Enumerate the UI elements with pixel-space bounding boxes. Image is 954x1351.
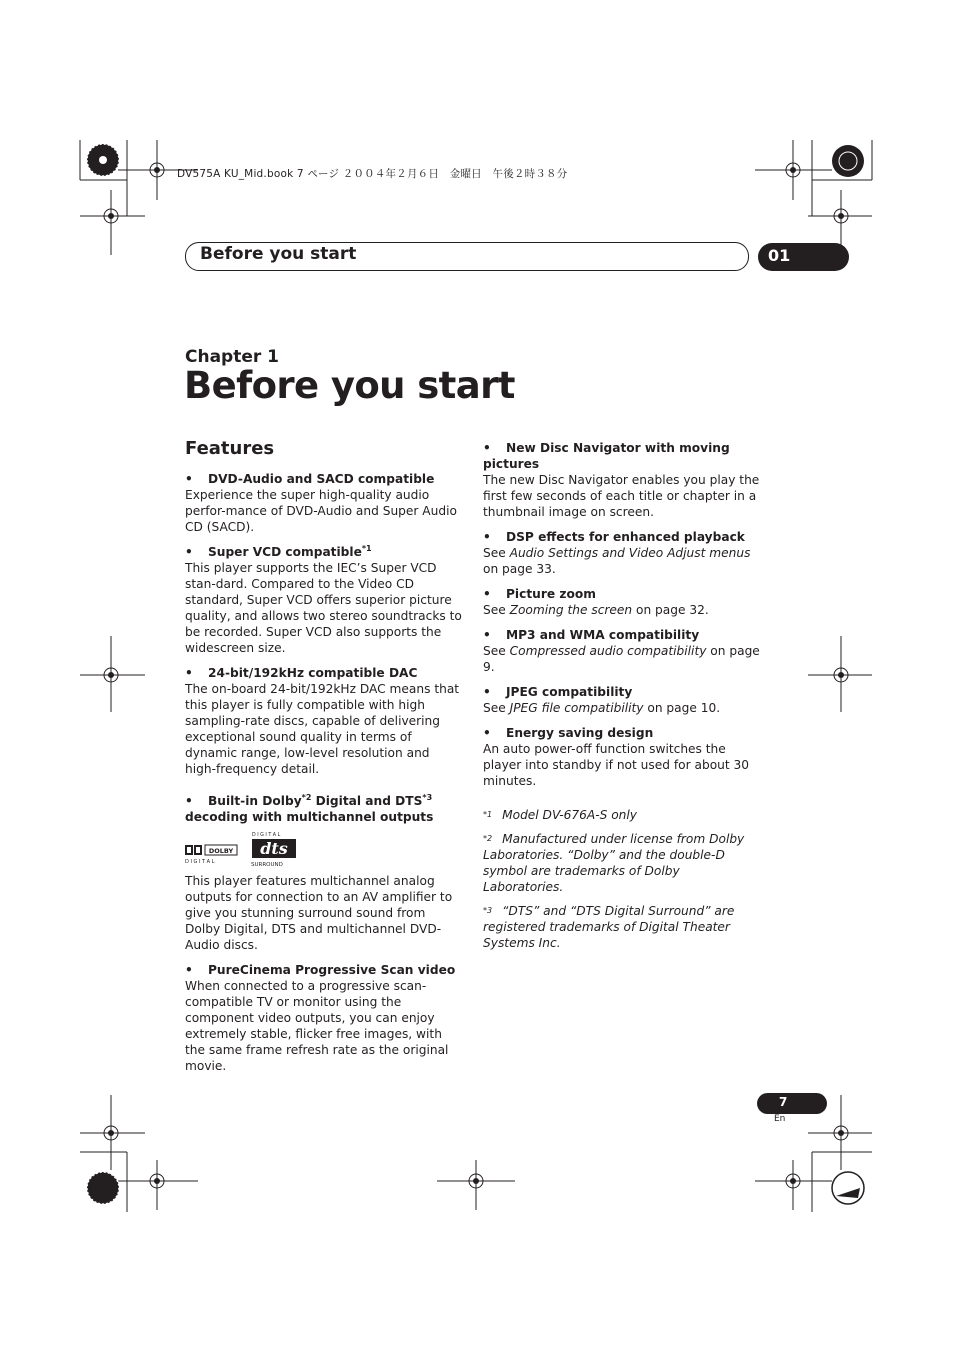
feature-item [483,586,761,618]
bullet: • [483,441,491,455]
feature-body: Experience the super high-quality audio perfor-mance of DVD-Audio and Super Audio CD (SACD). [185,488,457,534]
feature-title: • JPEG compatibility [483,685,633,699]
bullet: • [483,628,491,642]
page-language: En [774,1114,786,1124]
feature-item [483,627,761,675]
dolby-digital-logo [185,845,237,865]
bullet: • [185,472,193,486]
bullet: • [483,685,491,699]
feature-body: This player features multichannel analog outputs for connection to an AV amplifier to give you stunning surround sound from Dolby Digital, DTS and multichannel DVD-Audio discs. [185,874,453,952]
footnote: $^{*3}$ “DTS” and “DTS Digital Surround” are registered trademarks of Digital Theater Systems Inc. [483,904,735,950]
feature-title: • DVD-Audio and SACD compatible [185,472,435,486]
chapter-label: Chapter 1 [185,347,280,367]
feature-item [483,440,761,520]
footnote: $^{*2}$ Manufactured under license from Dolby Laboratories. “Dolby” and the double-D symbol are trademarks of Dolby Laboratories. [483,832,745,894]
feature-body: The on-board 24-bit/192kHz DAC means that this player is fully compatible with high sampling-rate discs, capable of delivering exceptional sound quality in terms of dynamic range, low-level resolution and high-frequency detail. [185,682,460,776]
footnote-mark: *3 [483,906,493,915]
bullet: • [185,666,193,680]
bullet: • [483,726,491,740]
header-title: Before you start [200,244,357,264]
footnote: $^{*1}$ Model DV-676A-S only [483,808,638,822]
footnote-ref: *3 [422,792,433,802]
cross-reference: Audio Settings and Video Adjust menus [509,546,751,560]
dts-logo-top: D I G I T A L [252,833,281,838]
dolby-logo-text: DOLBY [208,847,234,855]
dolby-logo-sub: D I G I T A L [185,859,215,865]
right-column [483,440,761,959]
feature-item [483,684,761,716]
feature-title: • Picture zoom [483,587,596,601]
chapter-number: 01 [768,246,791,265]
feature-item [483,725,761,789]
feature-item [483,529,761,577]
dts-digital-surround-logo [251,832,296,868]
feature-item [185,665,463,777]
feature-title: • Built-in Dolby$^{*2}$ Digital and DTS$^{*3}$ decoding with multichannel outputs [185,792,434,824]
footnote-ref: *2 [301,792,312,802]
bullet: • [185,963,193,977]
cross-reference: Zooming the screen [509,603,633,617]
dts-logo-text: dts [260,839,288,858]
chapter-number-badge [758,243,849,271]
feature-body: The new Disc Navigator enables you play the first few seconds of each title or chapter in a thumbnail image on screen. [483,473,760,519]
page-number: 7 [779,1095,788,1109]
bullet: • [185,794,193,808]
footnote-mark: *2 [483,834,493,843]
dolby-dts-logos [185,831,305,869]
feature-item [185,471,463,535]
bullet: • [185,545,193,559]
cross-reference: JPEG file compatibility [509,701,644,715]
page-number-badge [757,1093,827,1114]
feature-item [185,544,463,656]
footnote-mark: *1 [483,810,493,819]
feature-body: An auto power-off function switches the player into standby if not used for about 30 minutes. [483,742,750,788]
feature-body: See JPEG file compatibility on page 10. [483,701,721,715]
book-info-line: DV575A KU_Mid.book 7 ページ ２００４年２月６日 金曜日 午後２時３８分 [177,168,568,180]
footnotes [483,807,761,951]
feature-body: See Zooming the screen on page 32. [483,603,709,617]
feature-body: When connected to a progressive scan-compatible TV or monitor using the component video outputs, you can enjoy extremely stable, flicker free images, with the same frame refresh rate as the original movie. [185,979,449,1073]
cross-reference: Compressed audio compatibility [509,644,707,658]
feature-body: See Compressed audio compatibility on page 9. [483,644,760,674]
feature-title: • 24-bit/192kHz compatible DAC [185,666,418,680]
feature-item [185,962,463,1074]
feature-body: This player supports the IEC’s Super VCD stan-dard. Compared to the Video CD standard, Super VCD offers superior picture quality, and allows two stereo soundtracks to be recorded. Super VCD also supports the widescreen size. [185,561,462,655]
chapter-title: Before you start [184,364,515,407]
feature-title: • DSP effects for enhanced playback [483,530,745,544]
footnote-ref: *1 [361,543,372,553]
audio-logos [185,831,463,869]
feature-title: • Energy saving design [483,726,654,740]
section-title: Features [185,438,275,459]
bullet: • [483,530,491,544]
feature-item [185,793,463,953]
feature-title: • MP3 and WMA compatibility [483,628,700,642]
left-column [185,471,463,1083]
feature-body: See Audio Settings and Video Adjust menus on page 33. [483,546,751,576]
bullet: • [483,587,491,601]
feature-title: • Super VCD compatible$^{*1}$ [185,543,372,559]
feature-title: • New Disc Navigator with moving pictures [483,441,730,471]
feature-title: • PureCinema Progressive Scan video [185,963,456,977]
dts-logo-sub: SURROUND [251,862,283,868]
